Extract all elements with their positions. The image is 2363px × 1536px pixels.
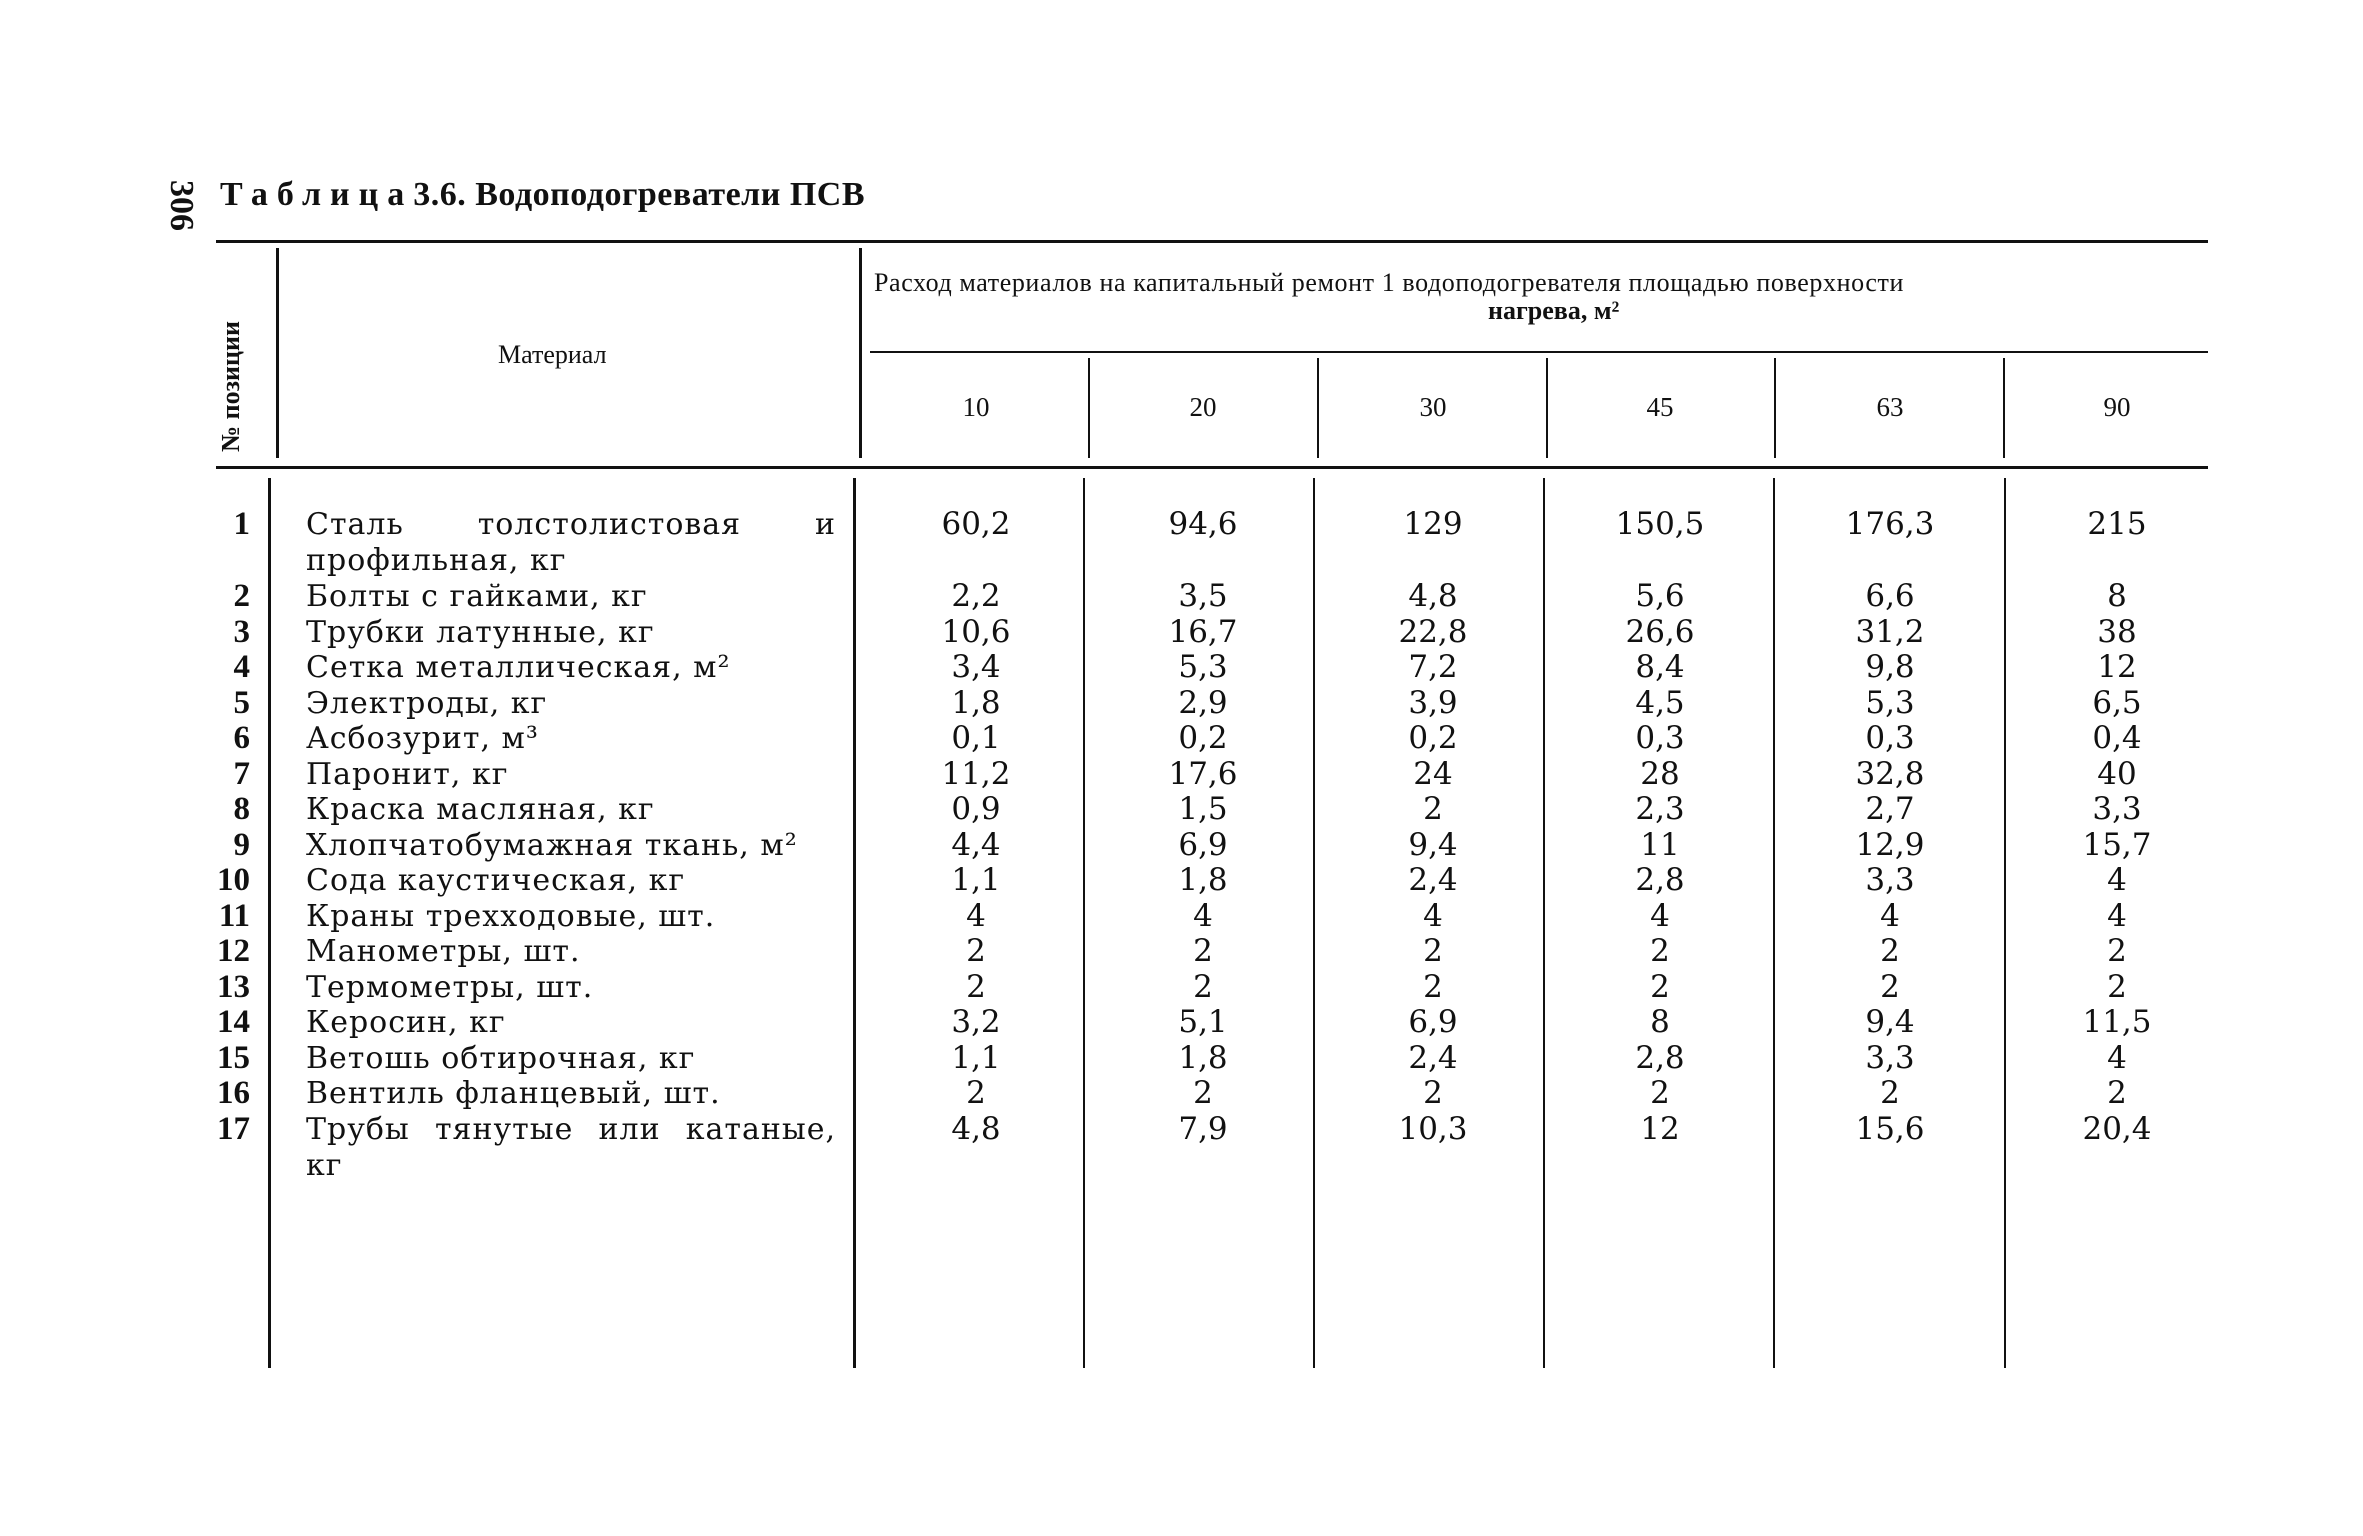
body-sep-area-4 — [1773, 478, 1775, 1368]
row-value-area-90: 3,3 — [2092, 791, 2142, 827]
row-value-area-10: 0,9 — [951, 791, 1001, 827]
row-material-name: Керосин, кг — [306, 1005, 506, 1040]
row-value-area-20: 0,2 — [1178, 720, 1228, 756]
row-material-name: Краска масляная, кг — [306, 792, 655, 827]
position-column-header: № позиции — [216, 321, 245, 452]
row-material-name: Асбозурит, м³ — [306, 721, 539, 756]
row-position-number: 6 — [233, 720, 250, 756]
row-value-area-45: 2 — [1650, 933, 1670, 969]
row-value-area-63: 3,3 — [1865, 862, 1915, 898]
row-value-area-20: 2 — [1193, 1075, 1213, 1111]
row-value-area-30: 24 — [1413, 756, 1453, 792]
row-value-area-30: 0,2 — [1408, 720, 1458, 756]
row-value-area-30: 2 — [1423, 933, 1443, 969]
row-material-name: Сода каустическая, кг — [306, 863, 686, 898]
row-value-area-45: 4 — [1650, 898, 1670, 934]
row-position-number: 4 — [233, 649, 250, 685]
row-value-area-90: 8 — [2107, 578, 2127, 614]
row-value-area-10: 2,2 — [951, 578, 1001, 614]
area-column-header-1: 10 — [962, 392, 990, 422]
row-value-area-10: 4,8 — [951, 1111, 1001, 1147]
body-sep-material — [853, 478, 856, 1368]
row-value-area-63: 3,3 — [1865, 1040, 1915, 1076]
row-material-name: Сетка металлическая, м² — [306, 650, 731, 685]
row-material-name: Болты с гайками, кг — [306, 579, 648, 614]
header-sep-material — [859, 248, 862, 458]
table-title-label: Таблица — [220, 176, 414, 213]
row-value-area-90: 15,7 — [2082, 827, 2152, 863]
body-sep-area-5 — [2004, 478, 2006, 1368]
row-value-area-63: 6,6 — [1865, 578, 1915, 614]
row-material-name: Термометры, шт. — [306, 970, 594, 1005]
row-value-area-20: 2,9 — [1178, 685, 1228, 721]
consumption-group-header-line2: нагрева, м² — [1488, 296, 1620, 325]
row-value-area-63: 0,3 — [1865, 720, 1915, 756]
row-material-name: Вентиль фланцевый, шт. — [306, 1076, 721, 1111]
row-value-area-30: 4,8 — [1408, 578, 1458, 614]
row-value-area-63: 31,2 — [1855, 614, 1925, 650]
row-position-number: 1 — [233, 506, 250, 542]
row-value-area-10: 1,8 — [951, 685, 1001, 721]
row-material-name: Паронит, кг — [306, 757, 509, 792]
row-value-area-90: 215 — [2087, 506, 2147, 542]
row-value-area-63: 176,3 — [1845, 506, 1935, 542]
body-sep-area-1 — [1083, 478, 1085, 1368]
row-position-number: 13 — [217, 969, 250, 1005]
row-material-name: Трубки латунные, кг — [306, 615, 655, 650]
row-value-area-90: 2 — [2107, 1075, 2127, 1111]
row-value-area-30: 2 — [1423, 1075, 1443, 1111]
row-value-area-10: 10,6 — [941, 614, 1011, 650]
area-column-header-3: 30 — [1419, 392, 1447, 422]
row-value-area-20: 17,6 — [1168, 756, 1238, 792]
row-value-area-20: 1,8 — [1178, 862, 1228, 898]
row-position-number: 11 — [218, 898, 250, 934]
row-value-area-30: 10,3 — [1398, 1111, 1468, 1147]
row-value-area-20: 1,5 — [1178, 791, 1228, 827]
row-position-number: 3 — [233, 614, 250, 650]
row-value-area-10: 2 — [966, 969, 986, 1005]
row-value-area-45: 150,5 — [1615, 506, 1705, 542]
row-value-area-20: 2 — [1193, 933, 1213, 969]
row-value-area-63: 2 — [1880, 933, 1900, 969]
row-value-area-45: 26,6 — [1625, 614, 1695, 650]
row-value-area-20: 1,8 — [1178, 1040, 1228, 1076]
header-sep-pos — [276, 248, 279, 458]
row-value-area-63: 2,7 — [1865, 791, 1915, 827]
header-sep-area-2 — [1317, 358, 1319, 458]
row-material-name: Электроды, кг — [306, 686, 548, 721]
row-value-area-63: 9,8 — [1865, 649, 1915, 685]
row-value-area-30: 22,8 — [1398, 614, 1468, 650]
row-value-area-45: 28 — [1640, 756, 1680, 792]
row-value-area-20: 2 — [1193, 969, 1213, 1005]
header-sep-area-5 — [2003, 358, 2005, 458]
row-material-name: Сталь толстолистовая и профильная, кг — [306, 507, 836, 578]
header-bottom-rule — [216, 466, 2208, 469]
row-value-area-20: 16,7 — [1168, 614, 1238, 650]
area-column-header-4: 45 — [1646, 392, 1674, 422]
row-value-area-10: 3,2 — [951, 1004, 1001, 1040]
row-value-area-90: 4 — [2107, 898, 2127, 934]
row-position-number: 2 — [233, 578, 250, 614]
row-value-area-10: 0,1 — [951, 720, 1001, 756]
row-value-area-90: 2 — [2107, 969, 2127, 1005]
body-sep-pos — [268, 478, 271, 1368]
row-value-area-30: 7,2 — [1408, 649, 1458, 685]
row-value-area-45: 0,3 — [1635, 720, 1685, 756]
row-value-area-90: 6,5 — [2092, 685, 2142, 721]
area-column-header-2: 20 — [1189, 392, 1217, 422]
row-value-area-90: 12 — [2097, 649, 2137, 685]
row-value-area-30: 4 — [1423, 898, 1443, 934]
row-value-area-30: 6,9 — [1408, 1004, 1458, 1040]
row-value-area-10: 2 — [966, 933, 986, 969]
row-value-area-10: 11,2 — [941, 756, 1011, 792]
row-value-area-10: 1,1 — [951, 862, 1001, 898]
row-value-area-30: 3,9 — [1408, 685, 1458, 721]
row-value-area-90: 11,5 — [2082, 1004, 2152, 1040]
row-value-area-45: 2,8 — [1635, 862, 1685, 898]
header-sub-rule — [870, 351, 2208, 353]
row-value-area-10: 4,4 — [951, 827, 1001, 863]
row-value-area-45: 4,5 — [1635, 685, 1685, 721]
row-position-number: 14 — [217, 1004, 250, 1040]
row-value-area-30: 2 — [1423, 969, 1443, 1005]
row-value-area-20: 4 — [1193, 898, 1213, 934]
row-value-area-90: 4 — [2107, 1040, 2127, 1076]
row-value-area-63: 5,3 — [1865, 685, 1915, 721]
row-value-area-63: 15,6 — [1855, 1111, 1925, 1147]
row-value-area-63: 4 — [1880, 898, 1900, 934]
body-sep-area-2 — [1313, 478, 1315, 1368]
row-value-area-20: 5,3 — [1178, 649, 1228, 685]
row-value-area-20: 7,9 — [1178, 1111, 1228, 1147]
row-value-area-45: 2 — [1650, 1075, 1670, 1111]
row-value-area-10: 3,4 — [951, 649, 1001, 685]
row-position-number: 15 — [217, 1040, 250, 1076]
row-position-number: 12 — [217, 933, 250, 969]
row-value-area-20: 3,5 — [1178, 578, 1228, 614]
row-value-area-10: 60,2 — [941, 506, 1011, 542]
row-value-area-30: 2,4 — [1408, 862, 1458, 898]
row-value-area-30: 2,4 — [1408, 1040, 1458, 1076]
row-value-area-45: 5,6 — [1635, 578, 1685, 614]
row-value-area-45: 2,3 — [1635, 791, 1685, 827]
table-top-rule — [216, 240, 2208, 243]
row-value-area-45: 2,8 — [1635, 1040, 1685, 1076]
header-sep-area-3 — [1546, 358, 1548, 458]
row-value-area-90: 4 — [2107, 862, 2127, 898]
table-title — [220, 176, 865, 214]
row-value-area-63: 32,8 — [1855, 756, 1925, 792]
row-value-area-90: 0,4 — [2092, 720, 2142, 756]
row-position-number: 17 — [217, 1111, 250, 1147]
row-value-area-10: 1,1 — [951, 1040, 1001, 1076]
row-value-area-63: 9,4 — [1865, 1004, 1915, 1040]
header-sep-area-4 — [1774, 358, 1776, 458]
row-position-number: 7 — [233, 756, 250, 792]
row-position-number: 5 — [233, 685, 250, 721]
row-value-area-90: 20,4 — [2082, 1111, 2152, 1147]
row-value-area-20: 5,1 — [1178, 1004, 1228, 1040]
row-value-area-90: 2 — [2107, 933, 2127, 969]
body-sep-area-3 — [1543, 478, 1545, 1368]
row-value-area-20: 6,9 — [1178, 827, 1228, 863]
row-material-name: Хлопчатобумажная ткань, м² — [306, 828, 798, 863]
row-value-area-30: 129 — [1403, 506, 1463, 542]
row-value-area-63: 2 — [1880, 1075, 1900, 1111]
row-position-number: 8 — [233, 791, 250, 827]
row-material-name: Трубы тянутые или катаные, кг — [306, 1112, 836, 1183]
row-value-area-45: 11 — [1640, 827, 1680, 863]
row-position-number: 9 — [233, 827, 250, 863]
table-title-rest: 3.6. Водоподогреватели ПСВ — [413, 176, 866, 213]
area-column-header-5: 63 — [1876, 392, 1904, 422]
row-value-area-20: 94,6 — [1168, 506, 1238, 542]
area-column-header-6: 90 — [2103, 392, 2131, 422]
page-number: 306 — [163, 180, 200, 231]
row-value-area-30: 2 — [1423, 791, 1443, 827]
row-value-area-45: 2 — [1650, 969, 1670, 1005]
row-value-area-63: 2 — [1880, 969, 1900, 1005]
row-value-area-90: 40 — [2097, 756, 2137, 792]
row-value-area-45: 8,4 — [1635, 649, 1685, 685]
row-material-name: Манометры, шт. — [306, 934, 581, 969]
consumption-group-header-line1: Расход материалов на капитальный ремонт 1 водоподогревателя площадью поверхности — [874, 268, 1904, 297]
row-value-area-10: 4 — [966, 898, 986, 934]
material-column-header: Материал — [498, 340, 607, 369]
header-sep-area-1 — [1088, 358, 1090, 458]
row-value-area-90: 38 — [2097, 614, 2137, 650]
row-position-number: 16 — [217, 1075, 250, 1111]
row-value-area-30: 9,4 — [1408, 827, 1458, 863]
row-value-area-63: 12,9 — [1855, 827, 1925, 863]
row-material-name: Краны трехходовые, шт. — [306, 899, 716, 934]
row-value-area-45: 12 — [1640, 1111, 1680, 1147]
row-material-name: Ветошь обтирочная, кг — [306, 1041, 696, 1076]
row-value-area-45: 8 — [1650, 1004, 1670, 1040]
row-position-number: 10 — [217, 862, 250, 898]
row-value-area-10: 2 — [966, 1075, 986, 1111]
